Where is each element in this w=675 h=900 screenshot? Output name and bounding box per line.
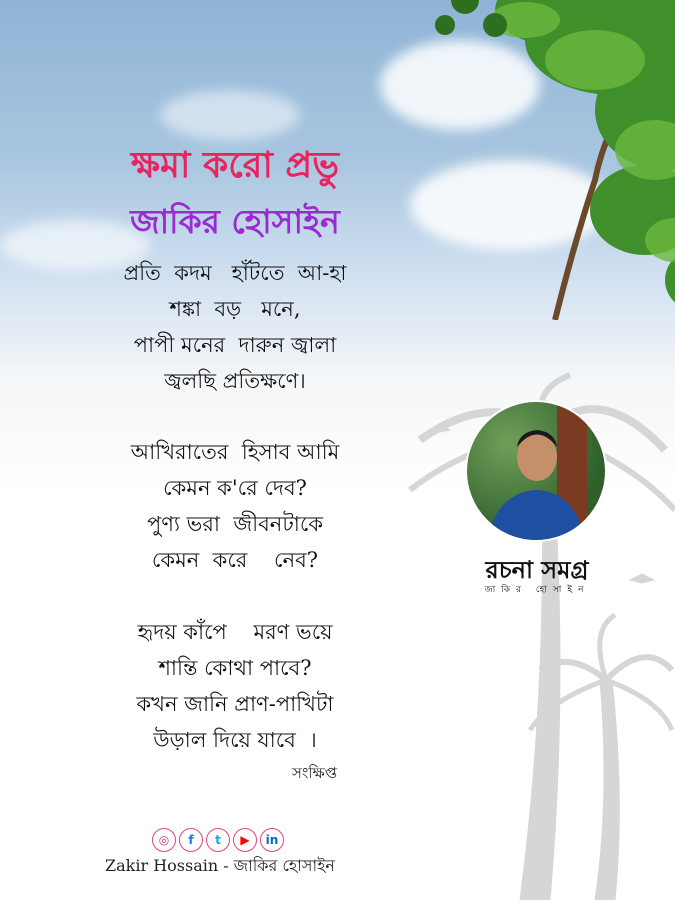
footer-credit: Zakir Hossain - জাকির হোসাইন [105,856,335,875]
brand-title: রচনা সমগ্র [485,555,589,584]
poem-body [60,434,410,604]
stanza-1 [60,255,410,399]
poem-line: কেমন ক'রে দেব? [163,476,307,500]
twitter-icon[interactable]: t [206,828,230,852]
stanza-3 [60,614,410,758]
brand-logo [462,556,612,597]
cloud [160,90,300,140]
poem-body [60,255,410,425]
poem-line: শঙ্কা বড় মনে, [169,297,301,321]
abridged-note: সংক্ষিপ্ত [292,764,338,782]
poem-line: আখিরাতের হিসাব আমি [130,440,340,464]
linkedin-icon[interactable]: in [260,828,284,852]
poem-line: প্রতি কদম হাঁটতে আ-হা [123,261,347,285]
instagram-icon[interactable]: ◎ [152,828,176,852]
author-avatar [465,400,607,542]
poem-author: জাকির হোসাইন [130,202,340,241]
stanza-2 [60,434,410,578]
poem-line: শান্তি কোথা পাবে? [158,656,312,680]
poem-line: পুণ্য ভরা জীবনটাকে [146,512,324,536]
poem-line: কখন জানি প্রাণ-পাখিটা [136,692,334,716]
brand-subtitle: জাকির হোসাইন [484,585,590,595]
poem-line: হৃদয় কাঁপে মরণ ভয়ে [137,620,333,644]
social-icons [152,828,284,852]
poem-title: ক্ষমা করো প্রভু [130,144,340,186]
poem-line: জ্বলছি প্রতিক্ষণে। [164,369,306,393]
facebook-icon[interactable]: f [179,828,203,852]
youtube-icon[interactable]: ▶ [233,828,257,852]
person-photo [467,402,605,540]
poem-line: কেমন করে নেব? [151,548,319,572]
poem-line: উড়াল দিয়ে যাবে । [153,728,317,752]
poem-body [60,614,410,784]
poem-line: পাপী মনের দারুন জ্বালা [133,333,337,357]
